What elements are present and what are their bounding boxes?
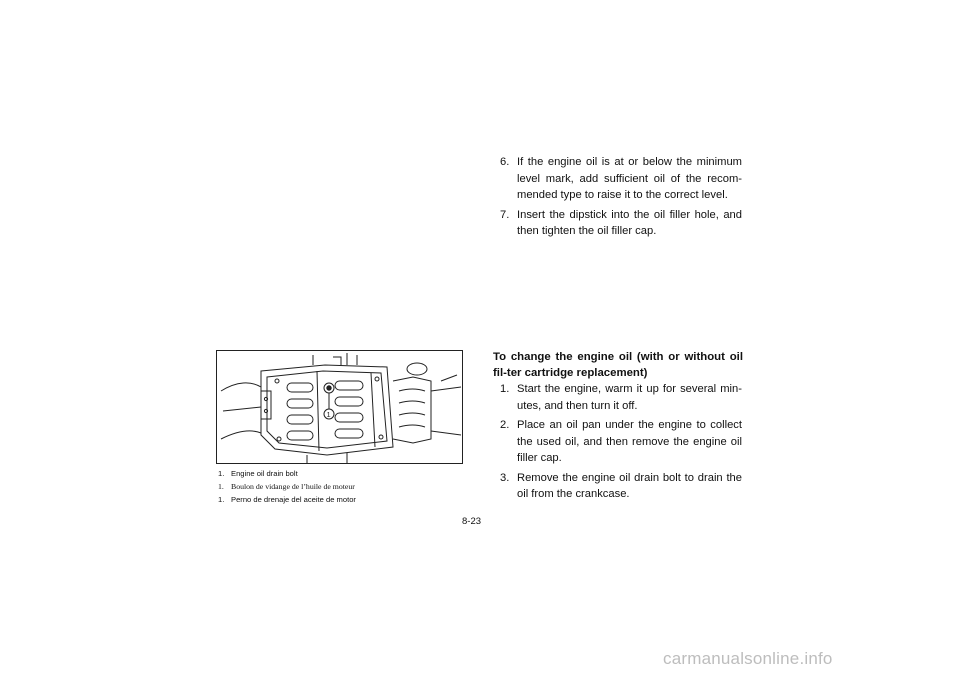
- instruction-steps-bottom: [496, 381, 742, 506]
- caption-number: 1.: [218, 469, 225, 478]
- step-number: 2.: [500, 419, 510, 431]
- step-number: 6.: [500, 156, 510, 168]
- caption-text: Engine oil drain bolt: [231, 469, 298, 478]
- instruction-steps-top: [496, 154, 742, 243]
- caption-text: Boulon de vidange de l’huile de moteur: [231, 482, 355, 491]
- step-item: [496, 417, 742, 467]
- caption-text: Perno de drenaje del aceite de motor: [231, 495, 356, 504]
- step-text: Insert the dipstick into the oil filler hole, and then tighten the oil filler cap.: [517, 208, 742, 237]
- step-text: Remove the engine oil drain bolt to drain the oil from the crankcase.: [517, 471, 742, 500]
- caption-number: 1.: [218, 495, 225, 504]
- caption-spanish: [218, 495, 468, 505]
- caption-french: [218, 482, 468, 492]
- step-item: [496, 154, 742, 204]
- step-text: Start the engine, warm it up for several min-utes, and then turn it off.: [517, 383, 742, 412]
- step-text: If the engine oil is at or below the minimum level mark, add sufficient oil of the recom-mended type to raise it to the correct level.: [517, 156, 742, 201]
- engine-underside-drawing: [217, 351, 462, 463]
- step-number: 3.: [500, 471, 510, 484]
- page-number: 8-23: [462, 516, 482, 527]
- step-item: [496, 470, 742, 503]
- step-text: Place an oil pan under the engine to collect the used oil, and then remove the engine oil filler cap.: [517, 419, 742, 464]
- step-number: 7.: [500, 208, 510, 221]
- caption-english: [218, 469, 468, 479]
- section-heading: To change the engine oil (with or without oil fil-ter cartridge replacement): [493, 351, 743, 379]
- caption-number: 1.: [218, 482, 224, 491]
- step-item: [496, 381, 742, 414]
- figure-callout-number: 1: [326, 410, 331, 419]
- engine-oil-drain-illustration: [216, 350, 463, 464]
- watermark-text: carmanualsonline.info: [663, 649, 833, 668]
- step-item: [496, 207, 742, 240]
- step-number: 1.: [500, 383, 510, 395]
